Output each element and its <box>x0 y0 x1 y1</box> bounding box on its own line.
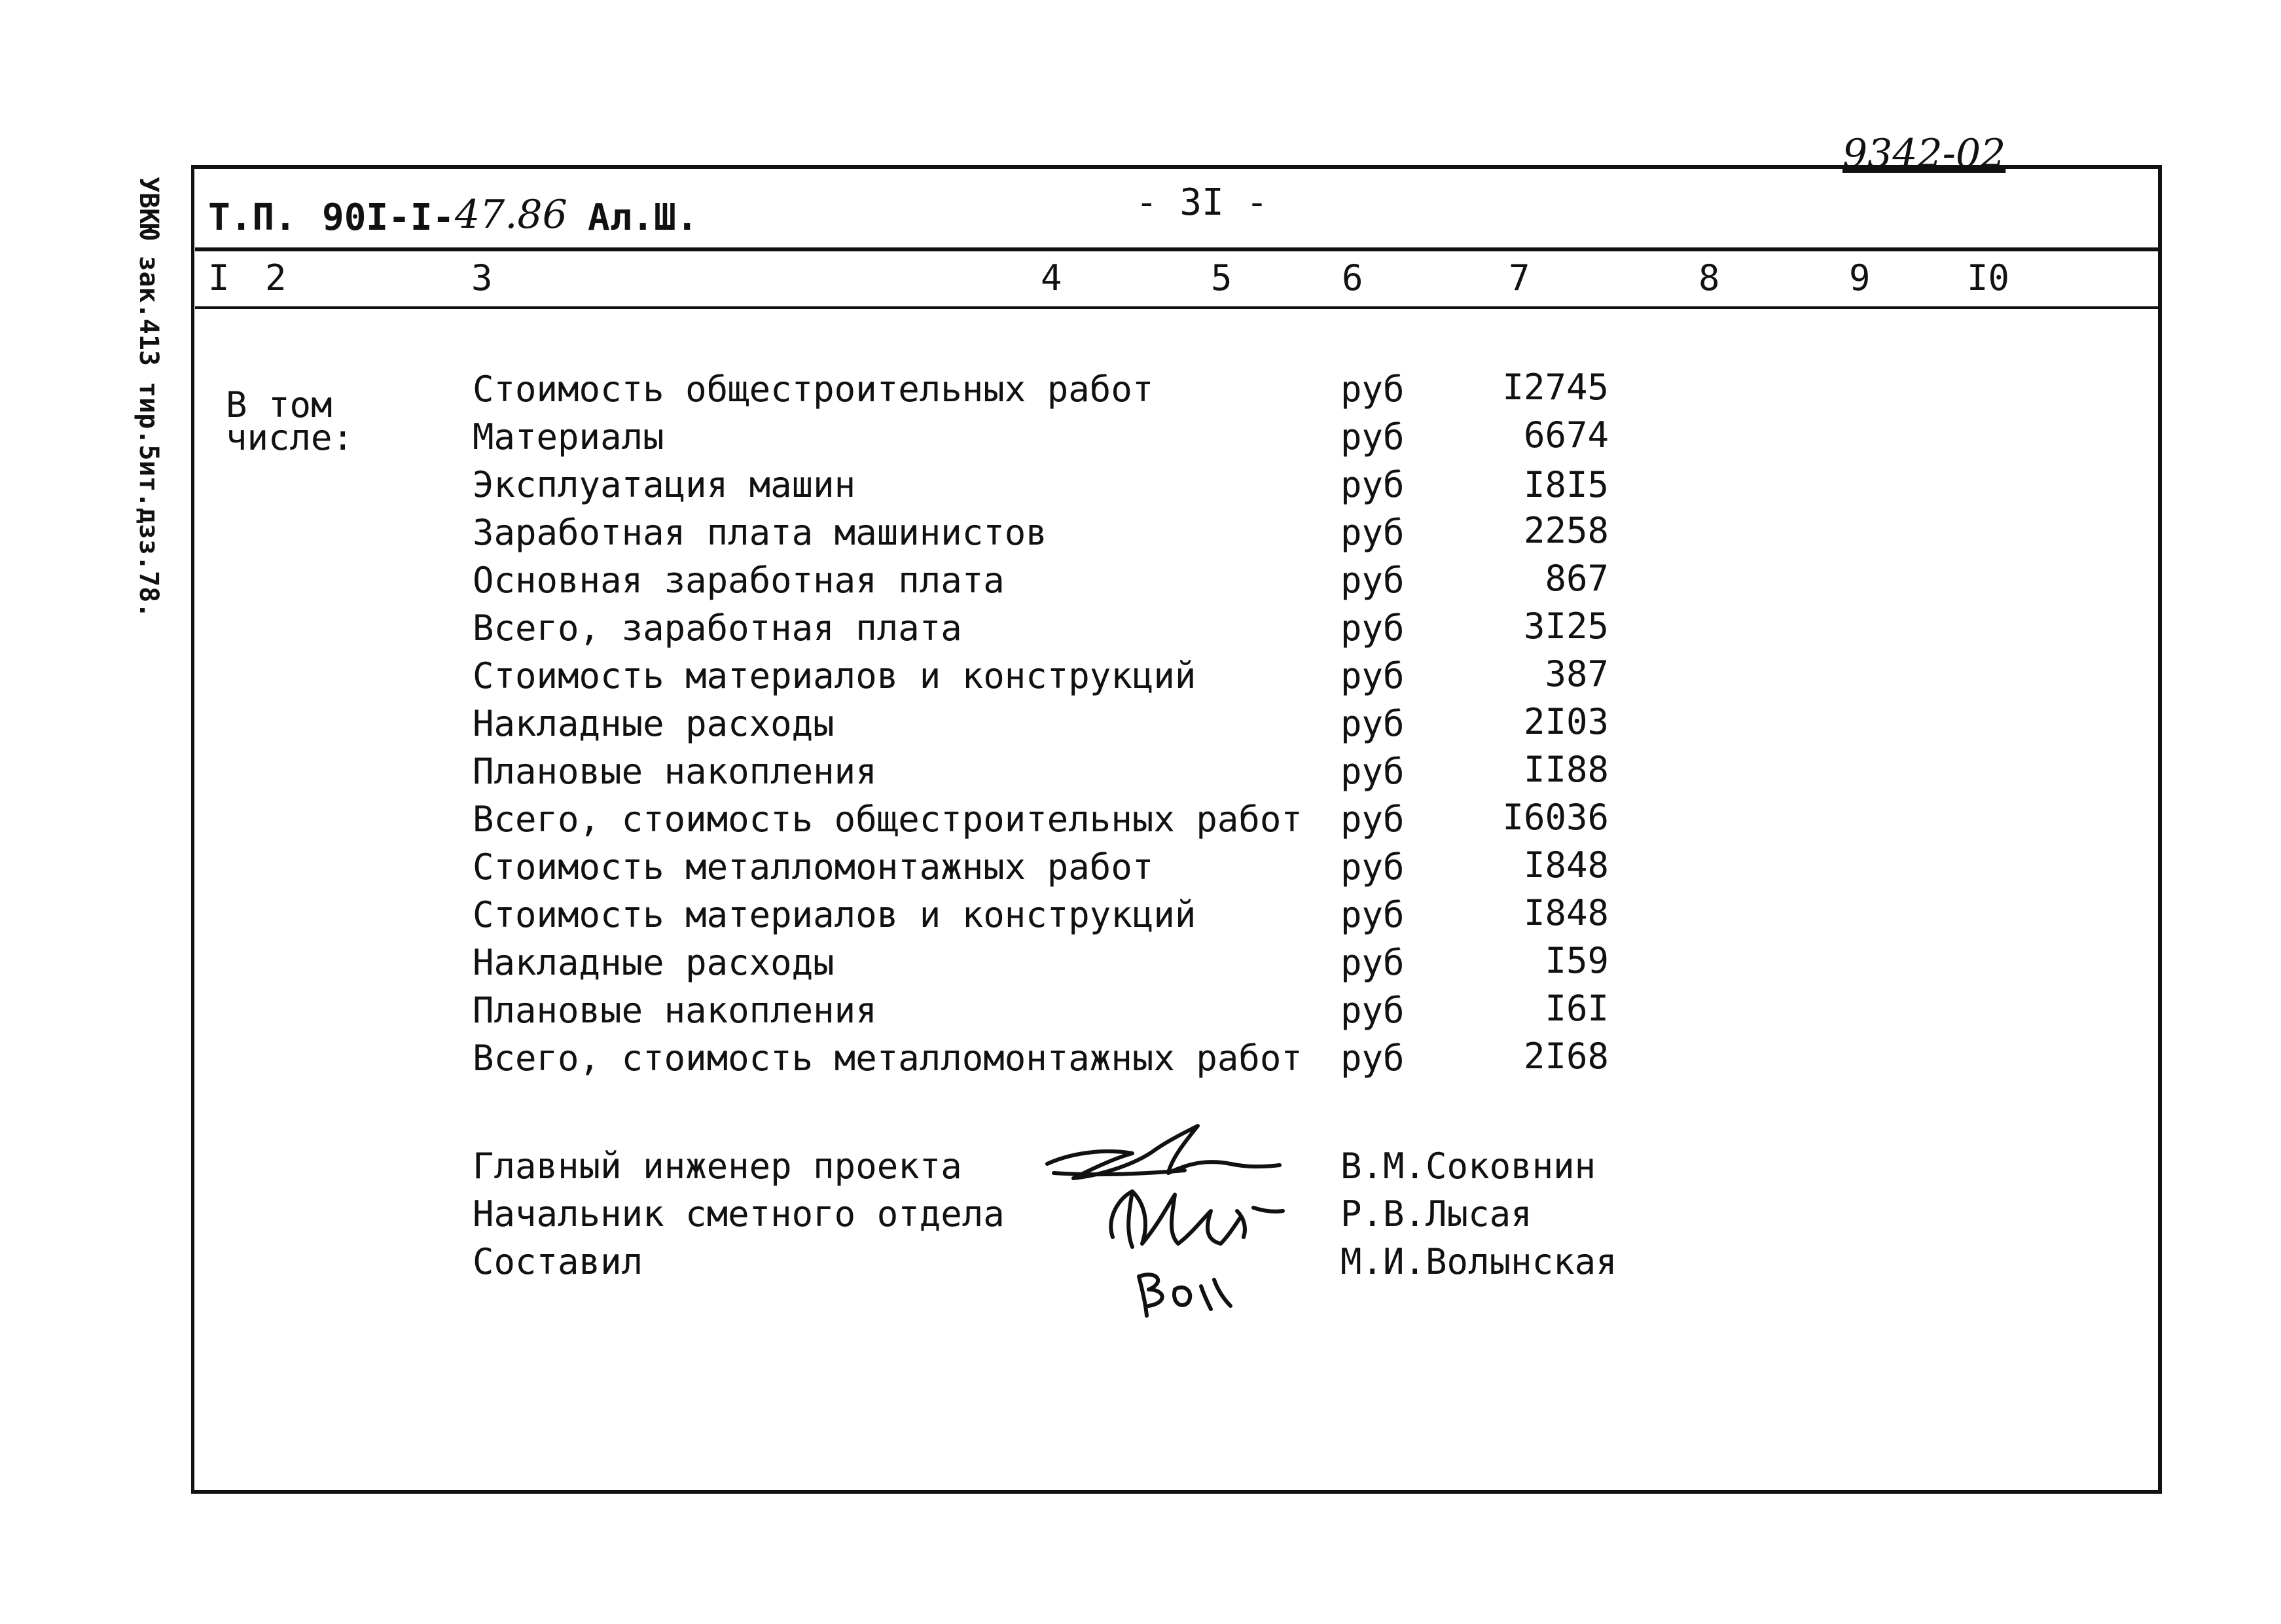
row-name: Стоимость материалов и конструкций <box>473 655 1196 696</box>
row-unit: руб <box>1340 799 1405 840</box>
row-value: I8I5 <box>1523 464 1609 505</box>
document-code: 9342-02 <box>1842 131 2006 177</box>
signatory-name: В.М.Соковнин <box>1340 1146 1596 1187</box>
row-name: Материалы <box>473 416 664 458</box>
tp-label: Т.П. <box>208 196 296 239</box>
header-divider <box>195 247 2159 251</box>
signatory-name: М.И.Волынская <box>1340 1241 1617 1282</box>
row-value: 2I03 <box>1523 701 1609 742</box>
project-number-handwritten: 47.86 <box>455 192 567 238</box>
page-number: - 3I - <box>1136 181 1268 224</box>
column-number: 2 <box>265 257 287 298</box>
row-unit: руб <box>1340 607 1405 649</box>
row-name: Накладные расходы <box>473 703 835 744</box>
row-unit: руб <box>1340 894 1405 935</box>
row-unit: руб <box>1340 942 1405 983</box>
column-number: 4 <box>1041 257 1062 298</box>
row-value: I59 <box>1545 940 1609 981</box>
signature-role: Начальник сметного отдела <box>473 1193 1005 1235</box>
album-label: Ал.Ш. <box>588 196 698 239</box>
column-number: 7 <box>1509 257 1530 298</box>
row-unit: руб <box>1340 990 1405 1031</box>
handwritten-signature <box>1034 1113 1309 1322</box>
row-value: II88 <box>1523 749 1609 790</box>
row-name: Стоимость общестроительных работ <box>473 369 1154 410</box>
column-number: 8 <box>1698 257 1720 298</box>
column-number: 6 <box>1342 257 1363 298</box>
row-unit: руб <box>1340 703 1405 744</box>
signature-role: Главный инженер проекта <box>473 1146 962 1187</box>
column-number: I <box>208 257 230 298</box>
row-unit: руб <box>1340 369 1405 410</box>
row-value: 3I25 <box>1523 605 1609 647</box>
row-value: 6674 <box>1523 414 1609 456</box>
column-number: 3 <box>471 257 493 298</box>
row-unit: руб <box>1340 655 1405 696</box>
signatory-name: Р.В.Лысая <box>1340 1193 1532 1235</box>
print-stamp-note: УВКЮ зак.413 тир.5ит.дзз.78. <box>134 177 164 619</box>
row-name: Стоимость металломонтажных работ <box>473 846 1154 888</box>
row-unit: руб <box>1340 1038 1405 1079</box>
row-name: Всего, заработная плата <box>473 607 962 649</box>
row-value: I6I <box>1545 988 1609 1029</box>
row-unit: руб <box>1340 560 1405 601</box>
row-name: Плановые накопления <box>473 751 877 792</box>
row-value: I6036 <box>1502 797 1609 838</box>
row-value: I848 <box>1523 892 1609 933</box>
signature-role: Составил <box>473 1241 643 1282</box>
row-value: I848 <box>1523 844 1609 886</box>
column-number: 9 <box>1849 257 1871 298</box>
row-value: 387 <box>1545 653 1609 695</box>
row-value: 867 <box>1545 558 1609 599</box>
including-label: числе: <box>226 417 354 458</box>
column-number: I0 <box>1967 257 2010 298</box>
row-value: 2I68 <box>1523 1036 1609 1077</box>
row-unit: руб <box>1340 751 1405 792</box>
row-name: Накладные расходы <box>473 942 835 983</box>
project-number-printed: 90I-I- <box>322 196 455 239</box>
column-divider <box>195 306 2159 309</box>
row-name: Всего, стоимость общестроительных работ <box>473 799 1302 840</box>
row-unit: руб <box>1340 416 1405 458</box>
row-unit: руб <box>1340 512 1405 553</box>
row-unit: руб <box>1340 464 1405 505</box>
row-unit: руб <box>1340 846 1405 888</box>
row-name: Основная заработная плата <box>473 560 1005 601</box>
row-value: I2745 <box>1502 367 1609 408</box>
row-name: Всего, стоимость металломонтажных работ <box>473 1038 1302 1079</box>
row-name: Стоимость материалов и конструкций <box>473 894 1196 935</box>
row-name: Плановые накопления <box>473 990 877 1031</box>
row-name: Эксплуатация машин <box>473 464 856 505</box>
row-name: Заработная плата машинистов <box>473 512 1047 553</box>
column-number: 5 <box>1211 257 1232 298</box>
including-label: В том <box>226 384 332 425</box>
row-value: 2258 <box>1523 510 1609 551</box>
